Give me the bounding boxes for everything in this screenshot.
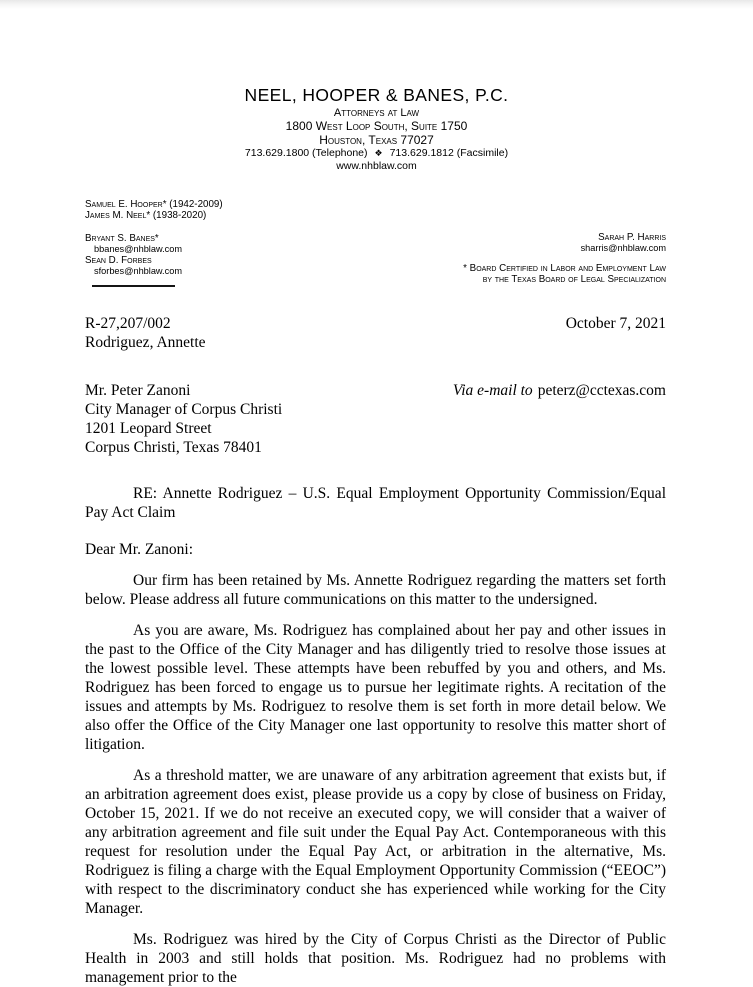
firm-name: NEEL, HOOPER & BANES, P.C. [244,85,509,105]
attorney-block [85,199,666,287]
firm-contact-line [0,147,753,160]
letter-date: October 7, 2021 [565,314,666,332]
salutation: Dear Mr. Zanoni: [85,540,194,558]
certification-line: by the Texas Board of Legal Specialization [482,273,666,285]
body-paragraph: Ms. Rodriguez was hired by the City of Corpus Christi as the Director of Public Health in 2003 and still holds that position. Ms. Rodriguez had no problems with management prior to the [85,930,666,986]
firm-address-line2: Houston, Texas 77027 [319,132,434,147]
letterhead [0,0,753,172]
body-paragraph: Our firm has been retained by Ms. Annette Rodriguez regarding the matters set forth below. Please address all future communications on this matter to the undersigned. [85,571,666,608]
recipient-city: Corpus Christi, Texas 78401 [85,438,262,456]
letter-body [85,314,666,987]
via-email-label: Via e-mail to [452,381,533,399]
attorney-name: Bryant S. Banes* [85,232,159,244]
firm-website: www.nhblaw.com [336,160,417,172]
certification-line: * Board Certified in Labor and Employment Law [463,262,666,274]
body-paragraph: As you are aware, Ms. Rodriguez has complained about her pay and other issues in the past to the Office of the City Manager and has diligently tried to resolve those issues at the lowest possible level. These attempts have been rebuffed by you and others, and Ms. Rodriguez has been forced to engage us to pursue her legitimate rights. A recitation of the issues and attempts by Ms. Rodriguez to resolve them is set forth in more detail below. We also offer the Office of the City Manager one last opportunity to resolve this matter short of litigation. [85,621,666,753]
re-subject-line: RE: Annette Rodriguez – U.S. Equal Employment Opportunity Commission/Equal Pay Act Claim [85,484,666,521]
attorney-name: Sean D. Forbes [85,255,152,267]
delivery-method [453,381,666,400]
divider-line [92,285,175,287]
firm-facsimile: 713.629.1812 (Facsimile) [389,147,509,159]
page-top-shadow [0,0,753,9]
firm-tagline: Attorneys at Law [333,107,420,119]
attorney-email: sharris@nhblaw.com [580,243,666,254]
memorial-attorney: James M. Neel* (1938-2020) [85,210,207,222]
recipient-email: peterz@cctexas.com [537,381,666,399]
recipient-name-row [85,381,666,400]
recipient-title: City Manager of Corpus Christi [85,400,283,418]
recipient-street: 1201 Leopard Street [85,419,212,437]
attorney-email: sforbes@nhblaw.com [94,266,182,277]
diamond-separator-icon: ❖ [374,148,383,158]
client-reference: Rodriguez, Annette [85,333,206,351]
attorney-email: bbanes@nhblaw.com [94,243,182,254]
certification-note [463,263,666,286]
firm-telephone: 713.629.1800 (Telephone) [244,147,368,159]
reference-row [85,314,666,333]
memorial-attorney: Samuel E. Hooper* (1942-2009) [85,199,223,210]
recipient-name: Mr. Peter Zanoni [85,381,191,399]
recipient-block [85,381,666,457]
body-paragraph: As a threshold matter, we are unaware of any arbitration agreement that exists but, if an arbitration agreement does exist, please provide us a copy by close of business on Friday, October 15, 2021. If we do not receive an executed copy, we will consider that a waiver of any arbitration agreement and file suit under the Equal Pay Act. Contemporaneous with this request for resolution under the Equal Pay Act, or arbitration in the alternative, Ms. Rodriguez is filing a charge with the Equal Employment Opportunity Commission (“EEOC”) with respect to the discriminatory conduct she has experienced while working for the City Manager. [85,766,666,917]
firm-address-line1: 1800 West Loop South, Suite 1750 [285,119,468,133]
file-number: R-27,207/002 [85,314,171,332]
attorney-name: Sarah P. Harris [598,232,666,243]
spacer [85,222,223,233]
attorney-column-left [85,199,223,287]
attorney-column-right [463,199,666,285]
